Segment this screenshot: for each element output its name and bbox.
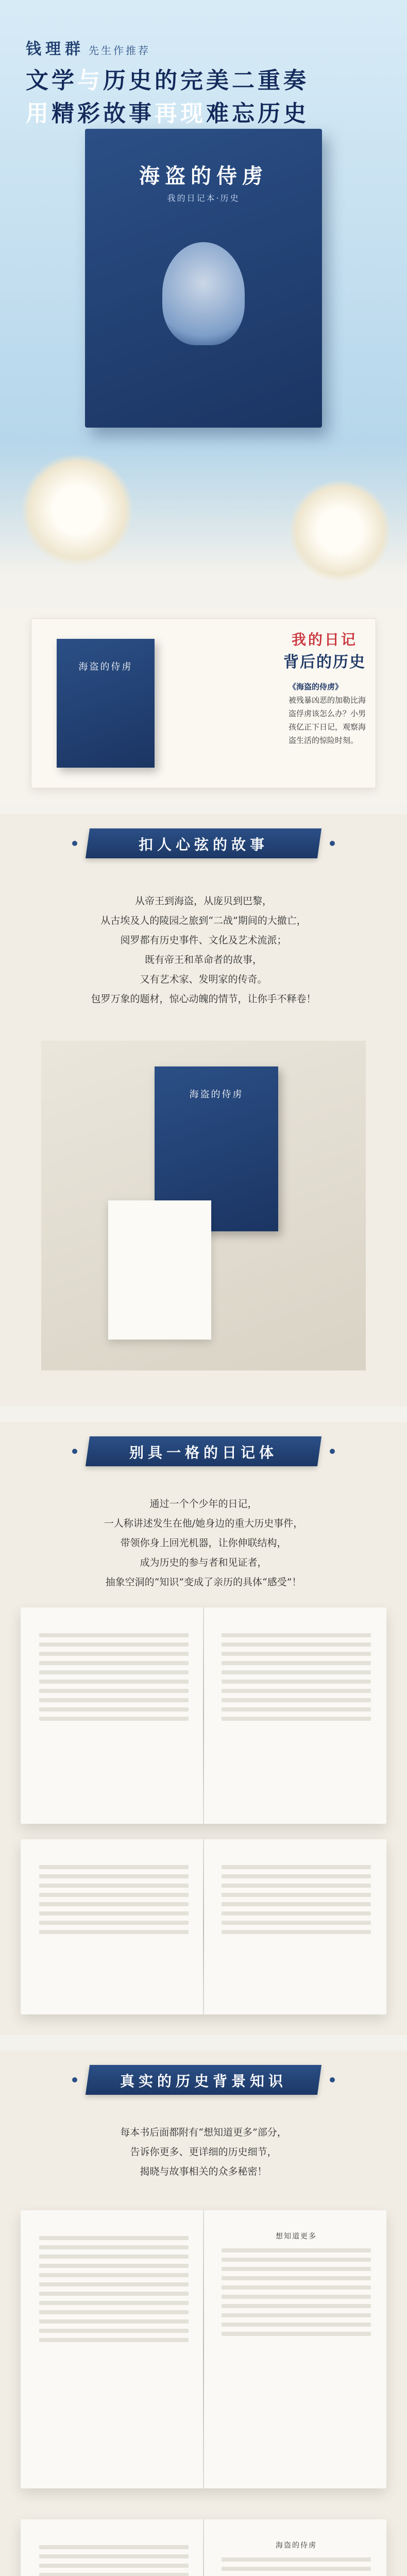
intro-book-cover: 海盗的侍虏 (57, 639, 155, 768)
hero-headline-2: 用精彩故事再现难忘历史 (26, 100, 309, 127)
section3-open-book-2: 海盗的侍虏 (21, 2519, 386, 2576)
section1-page (108, 1200, 211, 1340)
section3-body (0, 2107, 407, 2576)
hero-author (26, 36, 150, 59)
section2-body (0, 1479, 407, 2035)
author-name: 钱理群 (26, 40, 84, 58)
section3-banner (0, 2050, 407, 2107)
book-subtitle: 我的日记本·历史 (167, 193, 240, 203)
flower-decoration-icon (21, 453, 134, 567)
section1-banner (0, 814, 407, 871)
section3-text: 每本书后面都附有“想知道更多”部分， 告诉你更多、更详细的历史细节， 揭晓与故事相关的众多秘密！ (120, 2127, 287, 2177)
intro-text: 《海盗的侍虏》 被残暴凶恶的加勒比海盗俘虏该怎么办？小男孩亿正下日记，观察海盗生活的惊险时刻。 (289, 682, 366, 745)
section2-open-book-2 (21, 1839, 386, 2014)
series-logo: 我的日记 背后的历史 (283, 631, 366, 671)
section1-title: 扣人心弦的故事 (138, 836, 268, 853)
section2-text: 通过一个个少年的日记， 一人称讲述发生在他/她身边的重大历史事件， 带领你身上回光机器，让你伸联结构， 成为历史的参与者和见证者， 抽象空洞的“知识”变成了亲历的具体“感受”！ (104, 1498, 303, 1588)
ship-illustration-icon (162, 242, 245, 345)
book-title: 海盗的侍虏 (139, 164, 268, 188)
hero-book-cover (85, 129, 322, 428)
section3-title: 真实的历史背景知识 (120, 2073, 287, 2090)
section2-title: 别具一格的日记体 (129, 1444, 278, 1461)
hero-section (0, 0, 407, 608)
hero-headline-1: 文学与历史的完美二重奏 (26, 67, 309, 94)
section1-book-cover: 海盗的侍虏 (155, 1066, 278, 1231)
section2-banner (0, 1422, 407, 1479)
section3-open-book-1 (21, 2210, 386, 2488)
section1-text: 从帝王到海盗，从庞贝到巴黎， 从古埃及人的陵园之旅到“二战”期间的大撤亡， 阅罗都有历史事件、文化及艺术流派； 既有帝王和革命者的故事， 又有艺术家、发明家的传奇。 包罗万象的题材，惊心动魄的情节，让你手不释卷！ (91, 895, 316, 1005)
know-more-title: 想知道更多 (276, 2232, 317, 2241)
flower-decoration-icon (289, 479, 392, 582)
intro-section (0, 608, 407, 804)
section2-open-book-1 (21, 1607, 386, 1824)
section1-body (0, 871, 407, 1406)
author-note: 先生作推荐 (89, 44, 150, 57)
